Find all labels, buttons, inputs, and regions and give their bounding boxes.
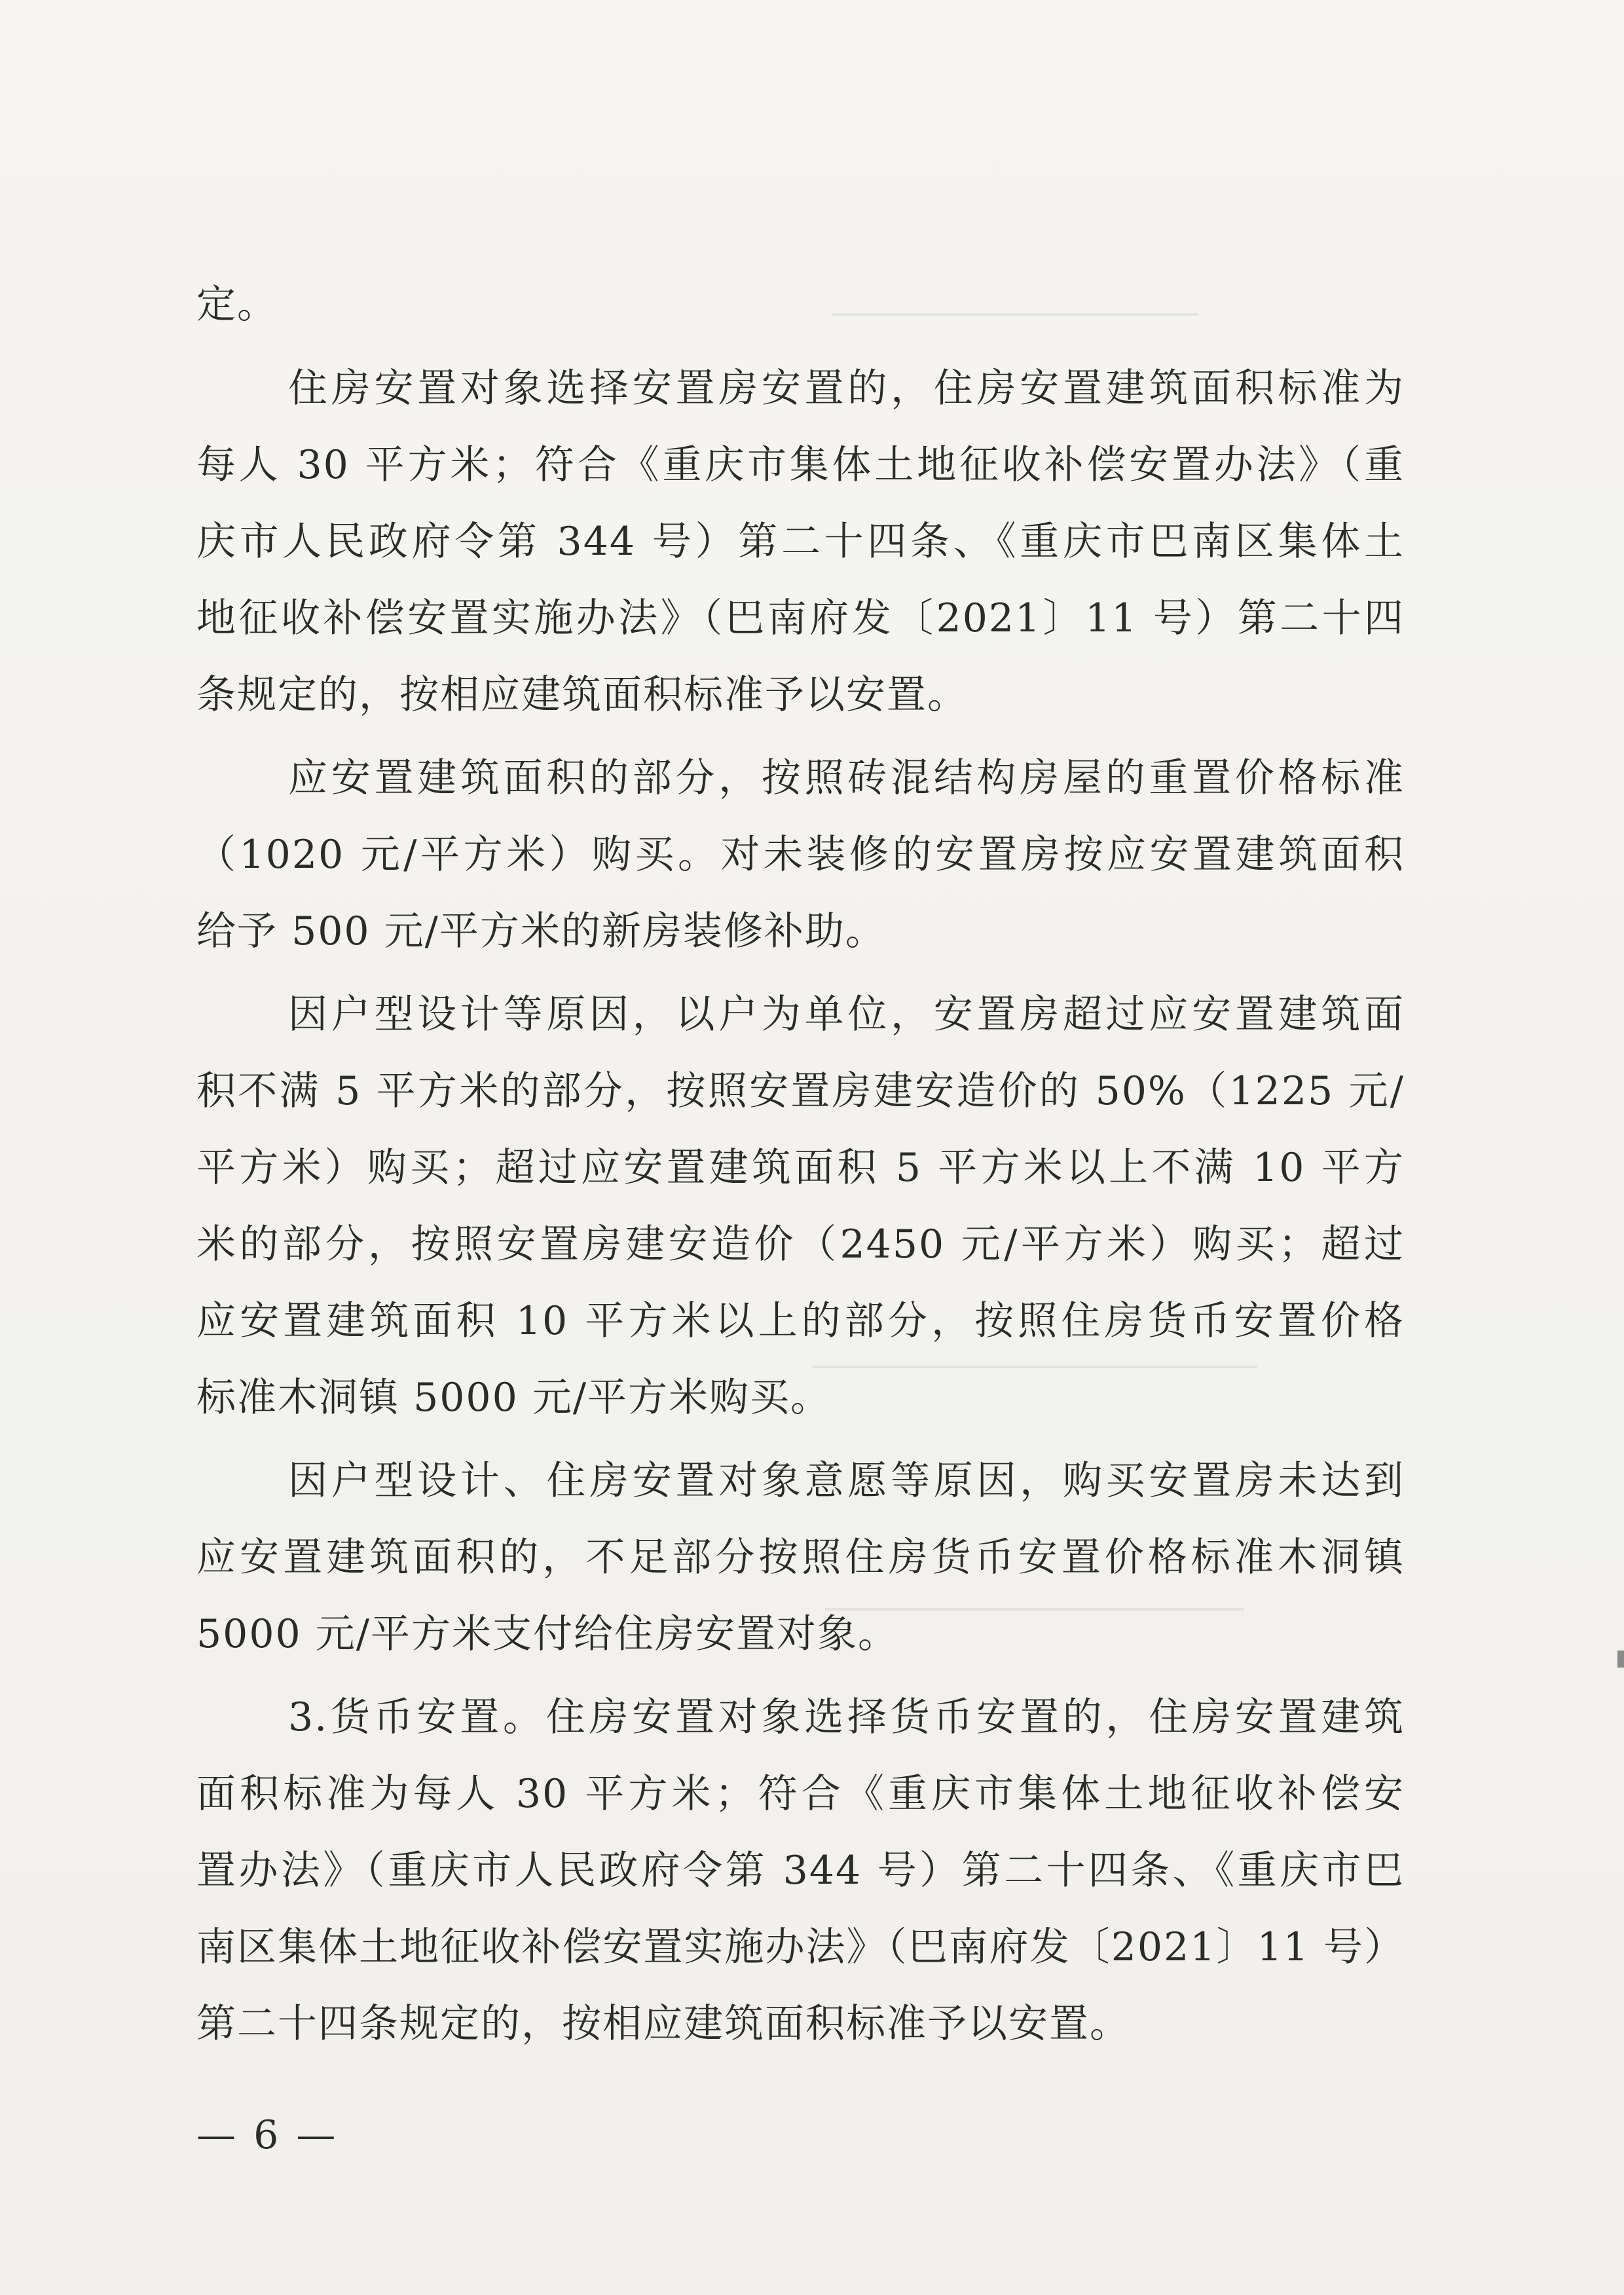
page-number: — 6 —: [196, 2112, 339, 2158]
text-line: 给予 500 元/平方米的新房装修补助。: [196, 908, 886, 954]
text-line: 积不满 5 平方米的部分，按照安置房建安造价的 50%（1225 元/: [196, 1068, 1405, 1114]
page-edge-mark: [1617, 1651, 1624, 1668]
text-line: 面积标准为每人 30 平方米；符合《重庆市集体土地征收补偿安: [196, 1771, 1405, 1817]
text-line: 应安置建筑面积的部分，按照砖混结构房屋的重置价格标准: [288, 755, 1405, 801]
text-line: 5000 元/平方米支付给住房安置对象。: [196, 1611, 898, 1657]
text-line: 第二十四条规定的，按相应建筑面积标准予以安置。: [196, 2001, 1130, 2047]
text-line: 每人 30 平方米；符合《重庆市集体土地征收补偿安置办法》（重: [196, 442, 1405, 488]
text-line: 因户型设计、住房安置对象意愿等原因，购买安置房未达到: [288, 1458, 1405, 1504]
text-line: 标准木洞镇 5000 元/平方米购买。: [196, 1375, 832, 1421]
text-line: 定。: [196, 282, 278, 327]
text-line: 条规定的，按相应建筑面积标准予以安置。: [196, 672, 968, 718]
text-line: 应安置建筑面积的，不足部分按照住房货币安置价格标准木洞镇: [196, 1535, 1405, 1580]
text-line: 3.货币安置。住房安置对象选择货币安置的，住房安置建筑: [288, 1694, 1405, 1740]
text-line: 平方米）购买；超过应安置建筑面积 5 平方米以上不满 10 平方: [196, 1145, 1405, 1191]
text-line: 地征收补偿安置实施办法》（巴南府发〔2021〕11 号）第二十四: [196, 595, 1405, 641]
text-line: 应安置建筑面积 10 平方米以上的部分，按照住房货币安置价格: [196, 1298, 1405, 1344]
text-line: （1020 元/平方米）购买。对未装修的安置房按应安置建筑面积: [196, 832, 1405, 878]
text-line: 米的部分，按照安置房建安造价（2450 元/平方米）购买；超过: [196, 1222, 1405, 1267]
text-line: 因户型设计等原因，以户为单位，安置房超过应安置建筑面: [288, 992, 1405, 1037]
text-line: 住房安置对象选择安置房安置的，住房安置建筑面积标准为: [288, 365, 1405, 411]
text-line: 南区集体土地征收补偿安置实施办法》（巴南府发〔2021〕11 号）: [196, 1924, 1405, 1970]
text-line: 置办法》（重庆市人民政府令第 344 号）第二十四条、《重庆市巴: [196, 1848, 1405, 1894]
text-line: 庆市人民政府令第 344 号）第二十四条、《重庆市巴南区集体土: [196, 519, 1405, 565]
